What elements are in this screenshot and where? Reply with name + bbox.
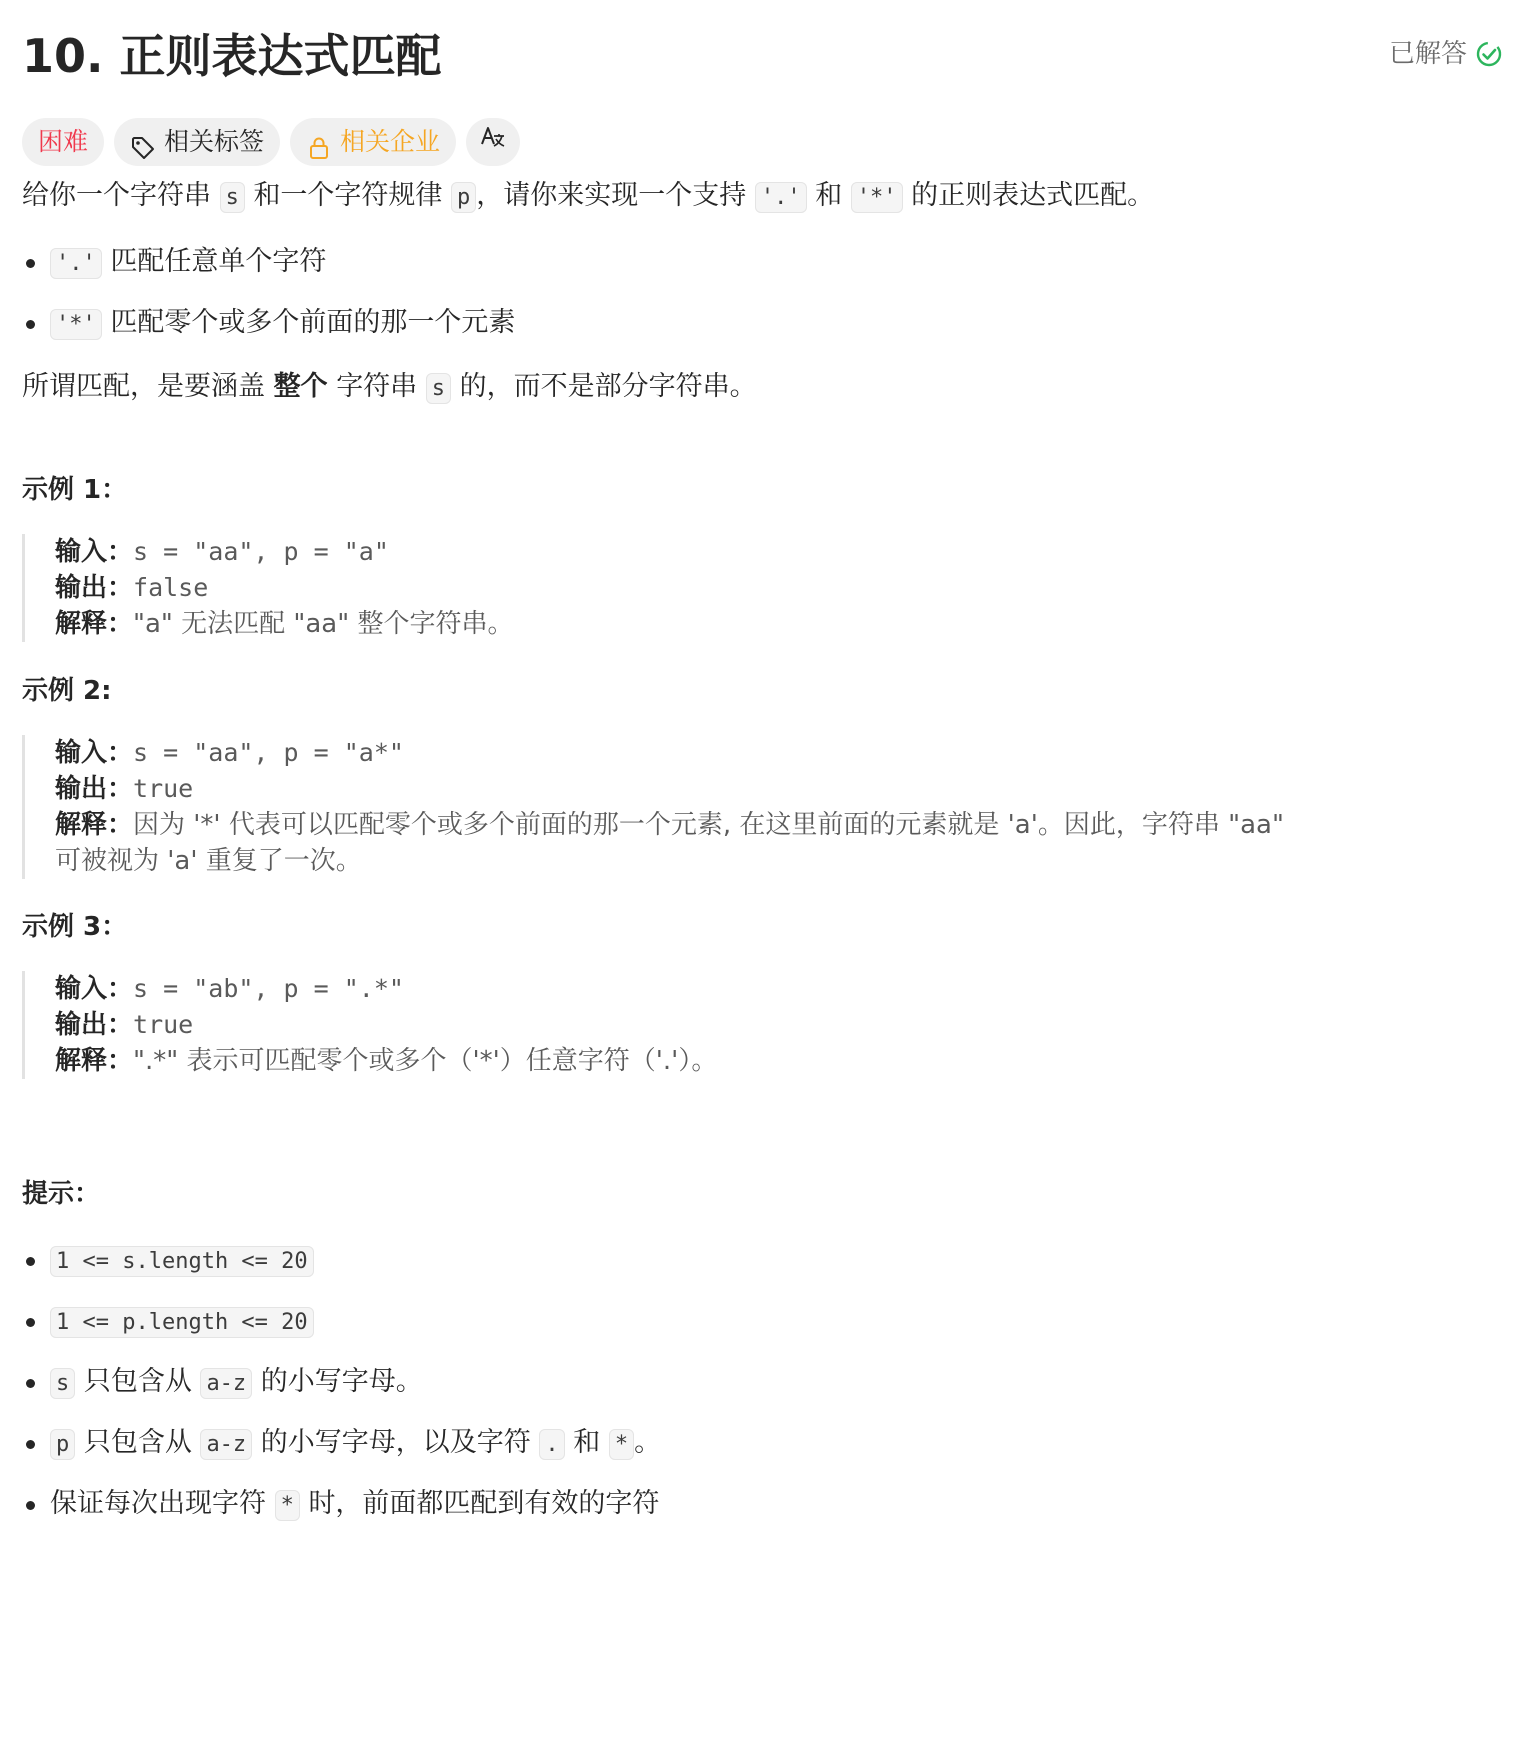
code-s: s <box>50 1368 75 1399</box>
input-label: 输入： <box>55 974 134 1004</box>
problem-header <box>22 0 1503 112</box>
explain-label: 解释： <box>55 810 134 840</box>
code-range: a-z <box>200 1429 252 1460</box>
example-output-row <box>55 771 1455 807</box>
code-constraint: 1 <= p.length <= 20 <box>50 1307 314 1338</box>
match-note-paragraph <box>22 367 757 409</box>
tag-icon <box>130 129 156 155</box>
example-explain-row <box>55 606 1455 642</box>
text: 时，前面都匹配到有效的字符 <box>308 1488 660 1519</box>
hints-list <box>22 1240 1422 1526</box>
explain-text: "a" 无法匹配 "aa" 整个字符串。 <box>133 609 514 639</box>
code-star: * <box>609 1429 634 1460</box>
related-topics-button[interactable] <box>114 118 280 166</box>
text: 只包含从 <box>83 1366 192 1397</box>
text: 和 <box>573 1427 601 1458</box>
list-item <box>22 242 1422 284</box>
rules-list <box>22 242 1422 345</box>
difficulty-badge <box>22 118 104 166</box>
translate-icon <box>480 118 506 166</box>
input-value: s = "ab", p = ".*" <box>133 974 404 1003</box>
output-value: false <box>133 573 209 602</box>
explain-label: 解释： <box>55 609 134 639</box>
text: 的小写字母，以及字符 <box>260 1427 531 1458</box>
text: 字符串 <box>336 371 418 402</box>
text: 只包含从 <box>83 1427 192 1458</box>
output-value: true <box>133 774 194 803</box>
code-range: a-z <box>200 1368 252 1399</box>
tag-bar <box>22 117 1503 167</box>
example-input-row <box>55 534 1455 570</box>
explain-text: 因为 '*' 代表可以匹配零个或多个前面的那一个元素, 在这里前面的元素就是 'a'。因此，字符串 "aa" <box>133 810 1284 840</box>
code-star: '*' <box>851 182 903 213</box>
example-explain-row <box>55 807 1455 843</box>
code-p: p <box>451 182 476 213</box>
output-label: 输出： <box>55 573 134 603</box>
text: 和一个字符规律 <box>253 180 443 211</box>
problem-description <box>22 0 1503 1519</box>
related-topics-label: 相关标签 <box>164 127 265 156</box>
problem-title[interactable]: 10. 正则表达式匹配 <box>22 29 442 83</box>
text: ，请你来实现一个支持 <box>476 180 747 211</box>
code-star: * <box>275 1490 300 1521</box>
code-p: p <box>50 1429 75 1460</box>
list-item <box>22 1423 1422 1465</box>
text: 匹配零个或多个前面的那一个元素 <box>110 307 516 338</box>
example-output-row <box>55 570 1455 606</box>
code-dot: '.' <box>50 248 102 279</box>
input-label: 输入： <box>55 738 134 768</box>
example-1-title: 示例 1： <box>22 475 128 505</box>
example-3-title: 示例 3： <box>22 912 128 942</box>
text: 的小写字母。 <box>260 1366 423 1397</box>
input-value: s = "aa", p = "a*" <box>133 738 404 767</box>
list-item <box>22 303 1422 345</box>
translate-button[interactable] <box>466 118 520 166</box>
list-item <box>22 1362 1422 1404</box>
code-dot: . <box>539 1429 564 1460</box>
output-label: 输出： <box>55 1010 134 1040</box>
lock-icon <box>306 129 332 155</box>
input-value: s = "aa", p = "a" <box>133 537 389 566</box>
list-item <box>22 1484 1422 1526</box>
input-label: 输入： <box>55 537 134 567</box>
code-s: s <box>220 182 245 213</box>
solved-label: 已解答 <box>1388 39 1467 69</box>
text: 和 <box>815 180 843 211</box>
code-star: '*' <box>50 309 102 340</box>
example-2-title: 示例 2: <box>22 676 112 706</box>
text: 。 <box>634 1427 662 1458</box>
related-companies-label: 相关企业 <box>340 127 441 156</box>
solved-status <box>1389 36 1503 72</box>
example-input-row <box>55 971 1455 1007</box>
hints-title: 提示： <box>22 1179 101 1209</box>
example-1 <box>22 534 1455 642</box>
text: 所谓匹配，是要涵盖 <box>22 371 265 402</box>
text: 的正则表达式匹配。 <box>911 180 1155 211</box>
explain-text: 可被视为 'a' 重复了一次。 <box>55 846 362 876</box>
explain-text: ".*" 表示可匹配零个或多个（'*'）任意字符（'.'）。 <box>133 1046 718 1076</box>
text: 给你一个字符串 <box>22 180 211 211</box>
code-constraint: 1 <= s.length <= 20 <box>50 1246 314 1277</box>
list-item <box>22 1301 1422 1343</box>
text: 保证每次出现字符 <box>50 1488 266 1519</box>
output-value: true <box>133 1010 194 1039</box>
text: 匹配任意单个字符 <box>110 246 327 277</box>
code-s: s <box>426 373 451 404</box>
example-explain-row <box>55 1043 1455 1079</box>
code-dot: '.' <box>755 182 807 213</box>
bold-text: 整个 <box>273 371 328 402</box>
text: 的，而不是部分字符串。 <box>459 371 757 402</box>
example-2 <box>22 735 1455 879</box>
example-output-row <box>55 1007 1455 1043</box>
example-explain-row-2 <box>55 843 1455 879</box>
example-3 <box>22 971 1455 1079</box>
check-circle-icon <box>1475 40 1503 68</box>
list-item <box>22 1240 1422 1282</box>
intro-paragraph <box>22 176 1154 218</box>
related-companies-button[interactable] <box>290 118 456 166</box>
output-label: 输出： <box>55 774 134 804</box>
explain-label: 解释： <box>55 1046 134 1076</box>
example-input-row <box>55 735 1455 771</box>
difficulty-label: 困难 <box>38 127 89 156</box>
